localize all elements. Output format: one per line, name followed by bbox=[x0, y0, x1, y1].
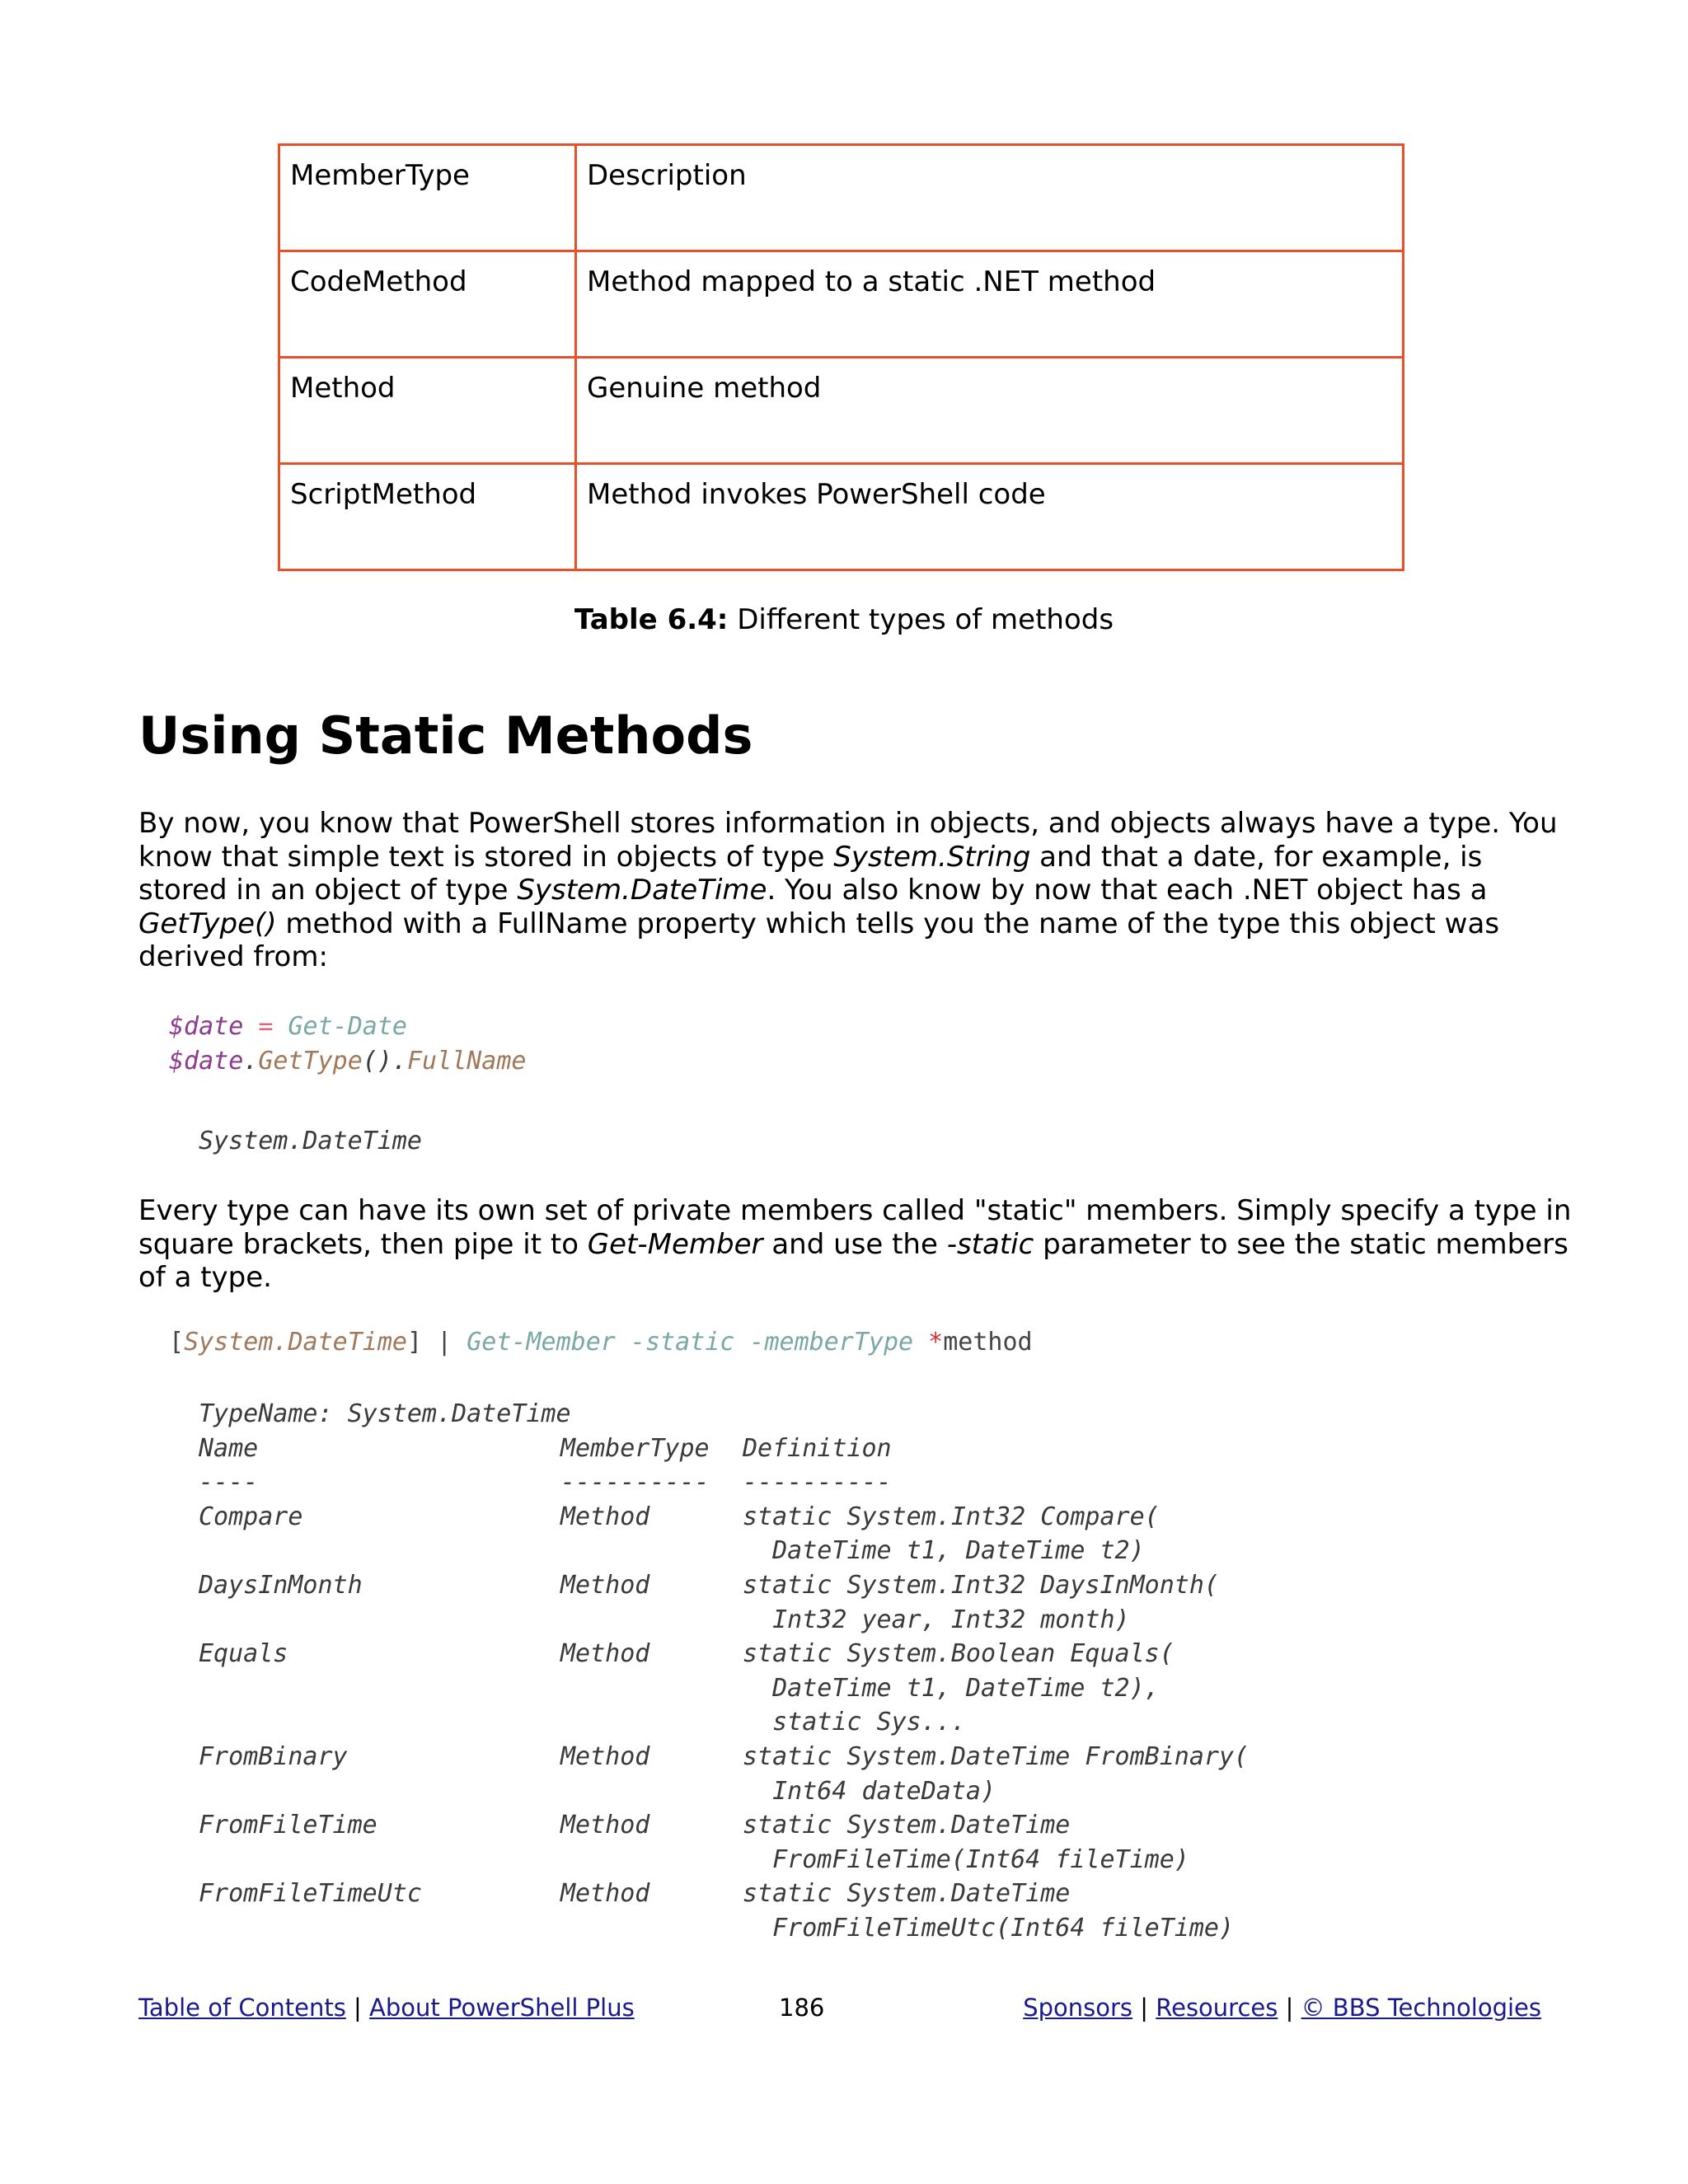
code-variable: $date bbox=[169, 1046, 244, 1076]
member-name: FromFileTime bbox=[199, 1811, 377, 1840]
text-run: parameter to see the static members of a type. bbox=[138, 1227, 1568, 1294]
member-type: Method bbox=[560, 1879, 650, 1909]
code-output-typename: System.DateTime bbox=[199, 1127, 422, 1155]
code-type: System.DateTime bbox=[184, 1328, 407, 1357]
table-header-row bbox=[279, 145, 1404, 251]
italic-term: System.DateTime bbox=[517, 874, 767, 907]
member-name: FromBinary bbox=[199, 1741, 348, 1771]
member-type: Method bbox=[560, 1741, 650, 1771]
member-name: FromFileTimeUtc bbox=[199, 1879, 422, 1909]
member-type: Method bbox=[560, 1502, 650, 1531]
code-cmdlet: Get-Date bbox=[288, 1012, 407, 1041]
member-definition: Int64 dateData) bbox=[743, 1776, 996, 1806]
page-number: 186 bbox=[779, 1994, 825, 2022]
code-operator: = bbox=[243, 1012, 288, 1041]
section-heading: Using Static Methods bbox=[138, 705, 753, 766]
intro-paragraph bbox=[138, 807, 1573, 974]
resources-link[interactable]: Resources bbox=[1156, 1994, 1278, 2022]
member-definition: DateTime t1, DateTime t2) bbox=[743, 1536, 1145, 1566]
member-name: Equals bbox=[199, 1639, 288, 1669]
member-name: DaysInMonth bbox=[199, 1570, 363, 1600]
table-caption bbox=[0, 603, 1688, 636]
italic-term: -static bbox=[946, 1227, 1034, 1261]
table-header-cell: MemberType bbox=[279, 145, 576, 251]
member-definition: FromFileTimeUtc(Int64 fileTime) bbox=[743, 1913, 1235, 1943]
code-example-get-member bbox=[169, 1325, 1033, 1360]
table-row bbox=[279, 464, 1404, 570]
code-bracket: [ bbox=[169, 1328, 185, 1357]
footer-separator: | bbox=[1278, 1994, 1301, 2022]
text-run: Every type can have its own set of private members called "static" members. Simply specify a type in square brackets, then pipe it to bbox=[138, 1194, 1572, 1261]
output-col-name: Name bbox=[199, 1433, 259, 1463]
table-row bbox=[279, 358, 1404, 464]
output-text: TypeName: System.DateTime bbox=[199, 1399, 571, 1428]
member-definition: static System.Int32 Compare( bbox=[743, 1502, 1160, 1531]
code-example-gettype bbox=[169, 1010, 527, 1078]
table-cell: Genuine method bbox=[576, 358, 1404, 464]
sponsors-link[interactable]: Sponsors bbox=[1023, 1994, 1133, 2022]
text-run: and use the bbox=[762, 1227, 947, 1261]
footer-separator: | bbox=[345, 1994, 370, 2022]
table-cell: CodeMethod bbox=[279, 251, 576, 358]
output-col-type: MemberType bbox=[560, 1433, 710, 1463]
code-punct: . bbox=[243, 1046, 259, 1076]
code-text: method bbox=[943, 1328, 1033, 1357]
table-of-contents-link[interactable]: Table of Contents bbox=[138, 1994, 346, 2022]
code-line bbox=[169, 1044, 527, 1079]
member-definition: static System.Int32 DaysInMonth( bbox=[743, 1570, 1219, 1600]
text-run: . You also know by now that each .NET object has a bbox=[767, 874, 1488, 907]
table-cell: ScriptMethod bbox=[279, 464, 576, 570]
code-wildcard: * bbox=[928, 1328, 944, 1357]
text-run: method with a FullName property which tells you the name of the type this object was derived from: bbox=[138, 907, 1500, 973]
output-sep: ---- bbox=[199, 1468, 259, 1497]
member-type: Method bbox=[560, 1811, 650, 1840]
footer-right bbox=[1023, 1993, 1541, 2022]
method-types-table bbox=[278, 143, 1404, 571]
code-line bbox=[169, 1010, 527, 1044]
member-definition: static System.Boolean Equals( bbox=[743, 1639, 1175, 1669]
about-powershell-plus-link[interactable]: About PowerShell Plus bbox=[369, 1994, 635, 2022]
member-definition: static System.DateTime bbox=[743, 1811, 1071, 1840]
output-sep: ---------- bbox=[560, 1468, 710, 1497]
table-cell: Method bbox=[279, 358, 576, 464]
code-pipe: ] | bbox=[407, 1328, 467, 1357]
member-definition: FromFileTime(Int64 fileTime) bbox=[743, 1844, 1189, 1874]
code-punct: (). bbox=[362, 1046, 407, 1076]
table-cell: Method mapped to a static .NET method bbox=[576, 251, 1404, 358]
table-row bbox=[279, 251, 1404, 358]
code-variable: $date bbox=[169, 1012, 244, 1041]
italic-term: System.String bbox=[833, 840, 1031, 874]
code-property: FullName bbox=[407, 1046, 527, 1076]
caption-label: Table 6.4: bbox=[574, 603, 729, 636]
table-cell: Method invokes PowerShell code bbox=[576, 464, 1404, 570]
output-col-def: Definition bbox=[743, 1433, 892, 1463]
output-sep: ---------- bbox=[743, 1468, 892, 1497]
member-definition: static System.DateTime FromBinary( bbox=[743, 1741, 1250, 1771]
member-definition: static System.DateTime bbox=[743, 1879, 1071, 1909]
member-definition: Int32 year, Int32 month) bbox=[743, 1605, 1130, 1634]
italic-term: Get-Member bbox=[587, 1227, 763, 1261]
italic-term: GetType() bbox=[138, 907, 277, 940]
footer-left bbox=[138, 1993, 635, 2022]
code-method: GetType bbox=[258, 1046, 363, 1076]
table-header-cell: Description bbox=[576, 145, 1404, 251]
text-run: By now, you know that PowerShell stores information in objects, and objects always have a type. You know that simple text is stored in objects of type bbox=[138, 807, 1558, 874]
static-members-paragraph bbox=[138, 1194, 1573, 1295]
member-type: Method bbox=[560, 1639, 650, 1669]
bbs-technologies-link[interactable]: © BBS Technologies bbox=[1301, 1994, 1541, 2022]
member-definition: static Sys... bbox=[743, 1708, 966, 1737]
member-name: Compare bbox=[199, 1502, 303, 1531]
caption-text: Different types of methods bbox=[728, 603, 1114, 636]
member-definition: DateTime t1, DateTime t2), bbox=[743, 1673, 1160, 1703]
code-cmdlet: Get-Member -static -memberType bbox=[467, 1328, 929, 1357]
member-type: Method bbox=[560, 1570, 650, 1600]
text-run: and that a date, for example, is stored in an object of type bbox=[138, 840, 1483, 907]
footer-separator: | bbox=[1132, 1994, 1156, 2022]
